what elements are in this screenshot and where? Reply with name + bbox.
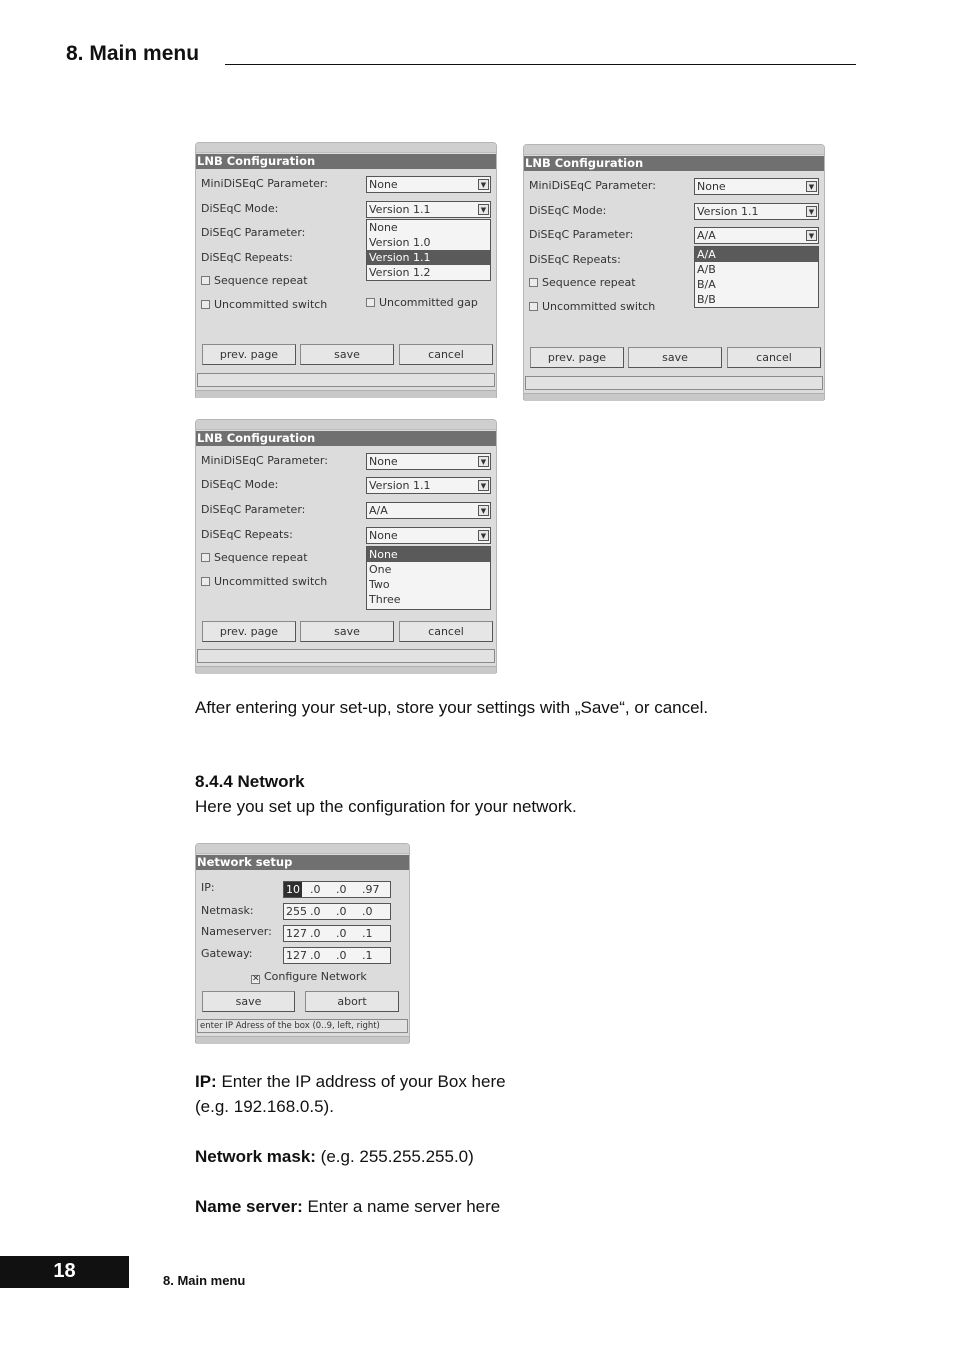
select-value: None	[369, 529, 398, 542]
diseqc-repeats-label: DiSEqC Repeats:	[201, 528, 293, 541]
chevron-down-icon[interactable]: ▼	[478, 456, 489, 467]
dropdown-option[interactable]: None	[369, 221, 398, 234]
ip-term: IP:	[195, 1072, 217, 1091]
checkbox-label: Sequence repeat	[214, 551, 308, 564]
diseqc-repeats-select[interactable]	[366, 527, 491, 544]
minidiseqc-label: MiniDiSEqC Parameter:	[529, 179, 656, 192]
diseqc-repeats-dropdown	[366, 546, 491, 610]
chevron-down-icon[interactable]: ▼	[478, 204, 489, 215]
network-setup-panel	[195, 843, 410, 1043]
diseqc-repeats-label: DiSEqC Repeats:	[201, 251, 293, 264]
prev-page-button[interactable]: prev. page	[202, 621, 296, 642]
uncommitted-gap-checkbox[interactable]	[366, 296, 478, 309]
window-bottom-bar	[196, 1036, 409, 1044]
chevron-down-icon[interactable]: ▼	[478, 179, 489, 190]
prev-page-button[interactable]: prev. page	[530, 347, 624, 368]
window-top-bar	[196, 143, 496, 153]
dropdown-option-selected[interactable]: None	[367, 547, 490, 562]
diseqc-parameter-select[interactable]	[366, 502, 491, 519]
dropdown-option-selected[interactable]: Version 1.1	[367, 250, 490, 265]
checkbox-icon	[201, 553, 210, 562]
checkbox-icon	[201, 276, 210, 285]
netmask-label: Netmask:	[201, 904, 254, 917]
dropdown-option[interactable]: Two	[369, 578, 390, 591]
mask-description	[195, 1147, 474, 1167]
diseqc-repeats-label: DiSEqC Repeats:	[529, 253, 621, 266]
diseqc-parameter-dropdown	[694, 246, 819, 308]
minidiseqc-select[interactable]	[366, 176, 491, 193]
status-bar: enter IP Adress of the box (0..9, left, right)	[197, 1019, 408, 1033]
panel-title: LNB Configuration	[196, 431, 496, 446]
chevron-down-icon[interactable]: ▼	[478, 530, 489, 541]
panel-title: LNB Configuration	[524, 156, 824, 171]
gateway-octet-1[interactable]: 127	[286, 949, 307, 962]
nameserver-description	[195, 1197, 500, 1217]
nameserver-octet-1[interactable]: 127	[286, 927, 307, 940]
diseqc-mode-select[interactable]	[366, 477, 491, 494]
nameserver-octet-3[interactable]: .0	[336, 927, 347, 940]
dropdown-option[interactable]: Three	[369, 593, 401, 606]
after-entering-text: After entering your set-up, store your settings with „Save“, or cancel.	[195, 698, 709, 717]
select-value: None	[369, 178, 398, 191]
prev-page-button[interactable]: prev. page	[202, 344, 296, 365]
title-rule	[225, 64, 856, 65]
minidiseqc-select[interactable]	[694, 178, 819, 195]
select-value: A/A	[369, 504, 388, 517]
diseqc-mode-select[interactable]	[694, 203, 819, 220]
minidiseqc-select[interactable]	[366, 453, 491, 470]
ip-octet-1[interactable]: 10	[286, 883, 300, 896]
diseqc-parameter-label: DiSEqC Parameter:	[529, 228, 634, 241]
window-top-bar	[524, 145, 824, 155]
diseqc-mode-label: DiSEqC Mode:	[529, 204, 607, 217]
ip-description	[195, 1072, 506, 1092]
diseqc-mode-select[interactable]	[366, 201, 491, 218]
minidiseqc-label: MiniDiSEqC Parameter:	[201, 177, 328, 190]
save-button[interactable]: save	[300, 621, 394, 642]
chevron-down-icon[interactable]: ▼	[806, 181, 817, 192]
window-top-bar	[196, 844, 409, 854]
page-number: 18	[0, 1256, 129, 1288]
cancel-button[interactable]: cancel	[399, 621, 493, 642]
chevron-down-icon[interactable]: ▼	[806, 206, 817, 217]
uncommitted-switch-checkbox[interactable]	[201, 575, 327, 588]
checkbox-icon	[201, 300, 210, 309]
ip-octet-3[interactable]: .0	[336, 883, 347, 896]
window-bottom-bar	[524, 393, 824, 401]
save-button[interactable]: save	[628, 347, 722, 368]
checkbox-icon	[529, 302, 538, 311]
ip-octet-2[interactable]: .0	[310, 883, 321, 896]
footer-section: 8. Main menu	[163, 1273, 246, 1288]
ns-text: Enter a name server here	[302, 1197, 501, 1216]
status-bar	[525, 376, 823, 390]
nameserver-octet-2[interactable]: .0	[310, 927, 321, 940]
checkbox-label: Sequence repeat	[214, 274, 308, 287]
checkbox-icon	[201, 577, 210, 586]
lnb-config-panel-2	[523, 144, 825, 400]
diseqc-mode-label: DiSEqC Mode:	[201, 478, 279, 491]
checkbox-label: Uncommitted switch	[542, 300, 656, 313]
minidiseqc-label: MiniDiSEqC Parameter:	[201, 454, 328, 467]
panel-title: LNB Configuration	[196, 154, 496, 169]
netmask-octet-4[interactable]: .0	[362, 905, 373, 918]
sequence-repeat-checkbox[interactable]	[529, 276, 636, 289]
netmask-octet-2[interactable]: .0	[310, 905, 321, 918]
dropdown-option[interactable]: B/A	[697, 278, 716, 291]
ip-example: (e.g. 192.168.0.5).	[195, 1097, 334, 1116]
sequence-repeat-checkbox[interactable]	[201, 274, 308, 287]
ns-term: Name server:	[195, 1197, 303, 1216]
mask-text: (e.g. 255.255.255.0)	[315, 1147, 474, 1166]
dropdown-option[interactable]: Version 1.2	[369, 266, 431, 279]
checkbox-label: Uncommitted switch	[214, 298, 328, 311]
netmask-octet-3[interactable]: .0	[336, 905, 347, 918]
status-bar	[197, 373, 495, 387]
mask-term: Network mask:	[195, 1147, 316, 1166]
diseqc-mode-label: DiSEqC Mode:	[201, 202, 279, 215]
network-intro: Here you set up the configuration for your network.	[195, 797, 577, 816]
panel-title: Network setup	[196, 855, 409, 870]
checkbox-icon	[366, 298, 375, 307]
page-title: 8. Main menu	[66, 42, 200, 65]
checkbox-label: Uncommitted gap	[379, 296, 478, 309]
ip-text: Enter the IP address of your Box here	[216, 1072, 506, 1091]
select-value: Version 1.1	[369, 479, 431, 492]
gateway-octet-3[interactable]: .0	[336, 949, 347, 962]
netmask-field[interactable]	[283, 903, 391, 920]
dropdown-option-selected[interactable]: A/A	[695, 247, 818, 262]
diseqc-parameter-label: DiSEqC Parameter:	[201, 503, 306, 516]
nameserver-label: Nameserver:	[201, 925, 272, 938]
chevron-down-icon[interactable]: ▼	[478, 505, 489, 516]
ip-label: IP:	[201, 881, 215, 894]
dropdown-option[interactable]: A/B	[697, 263, 716, 276]
checkbox-label: Uncommitted switch	[214, 575, 328, 588]
dropdown-option[interactable]: B/B	[697, 293, 716, 306]
lnb-config-panel-1	[195, 142, 497, 398]
diseqc-mode-dropdown	[366, 219, 491, 281]
checkbox-label: Configure Network	[264, 970, 367, 983]
status-bar	[197, 649, 495, 663]
uncommitted-switch-checkbox[interactable]	[529, 300, 655, 313]
ip-octet-4[interactable]: .97	[362, 883, 380, 896]
window-top-bar	[196, 420, 496, 430]
window-bottom-bar	[196, 666, 496, 674]
gateway-field[interactable]	[283, 947, 391, 964]
nameserver-field[interactable]	[283, 925, 391, 942]
ip-field[interactable]	[283, 881, 391, 898]
checkmark-icon: ✕	[252, 974, 260, 984]
gateway-octet-4[interactable]: .1	[362, 949, 373, 962]
gateway-octet-2[interactable]: .0	[310, 949, 321, 962]
checkbox-label: Sequence repeat	[542, 276, 636, 289]
netmask-octet-1[interactable]: 255	[286, 905, 307, 918]
dropdown-option[interactable]: Version 1.0	[369, 236, 431, 249]
chevron-down-icon[interactable]: ▼	[806, 230, 817, 241]
network-heading: 8.4.4 Network	[195, 772, 305, 791]
dropdown-option[interactable]: One	[369, 563, 392, 576]
checkbox-icon	[529, 278, 538, 287]
select-value: None	[697, 180, 726, 193]
nameserver-octet-4[interactable]: .1	[362, 927, 373, 940]
select-value: Version 1.1	[369, 203, 431, 216]
sequence-repeat-checkbox[interactable]	[201, 551, 308, 564]
abort-button[interactable]: abort	[305, 991, 399, 1012]
cancel-button[interactable]: cancel	[399, 344, 493, 365]
lnb-config-panel-3	[195, 419, 497, 673]
select-value: A/A	[697, 229, 716, 242]
select-value: Version 1.1	[697, 205, 759, 218]
cancel-button[interactable]: cancel	[727, 347, 821, 368]
save-button[interactable]: save	[202, 991, 295, 1012]
save-button[interactable]: save	[300, 344, 394, 365]
gateway-label: Gateway:	[201, 947, 253, 960]
uncommitted-switch-checkbox[interactable]	[201, 298, 327, 311]
chevron-down-icon[interactable]: ▼	[478, 480, 489, 491]
select-value: None	[369, 455, 398, 468]
diseqc-parameter-label: DiSEqC Parameter:	[201, 226, 306, 239]
configure-network-checkbox[interactable]	[251, 970, 367, 984]
diseqc-parameter-select[interactable]	[694, 227, 819, 244]
window-bottom-bar	[196, 390, 496, 398]
